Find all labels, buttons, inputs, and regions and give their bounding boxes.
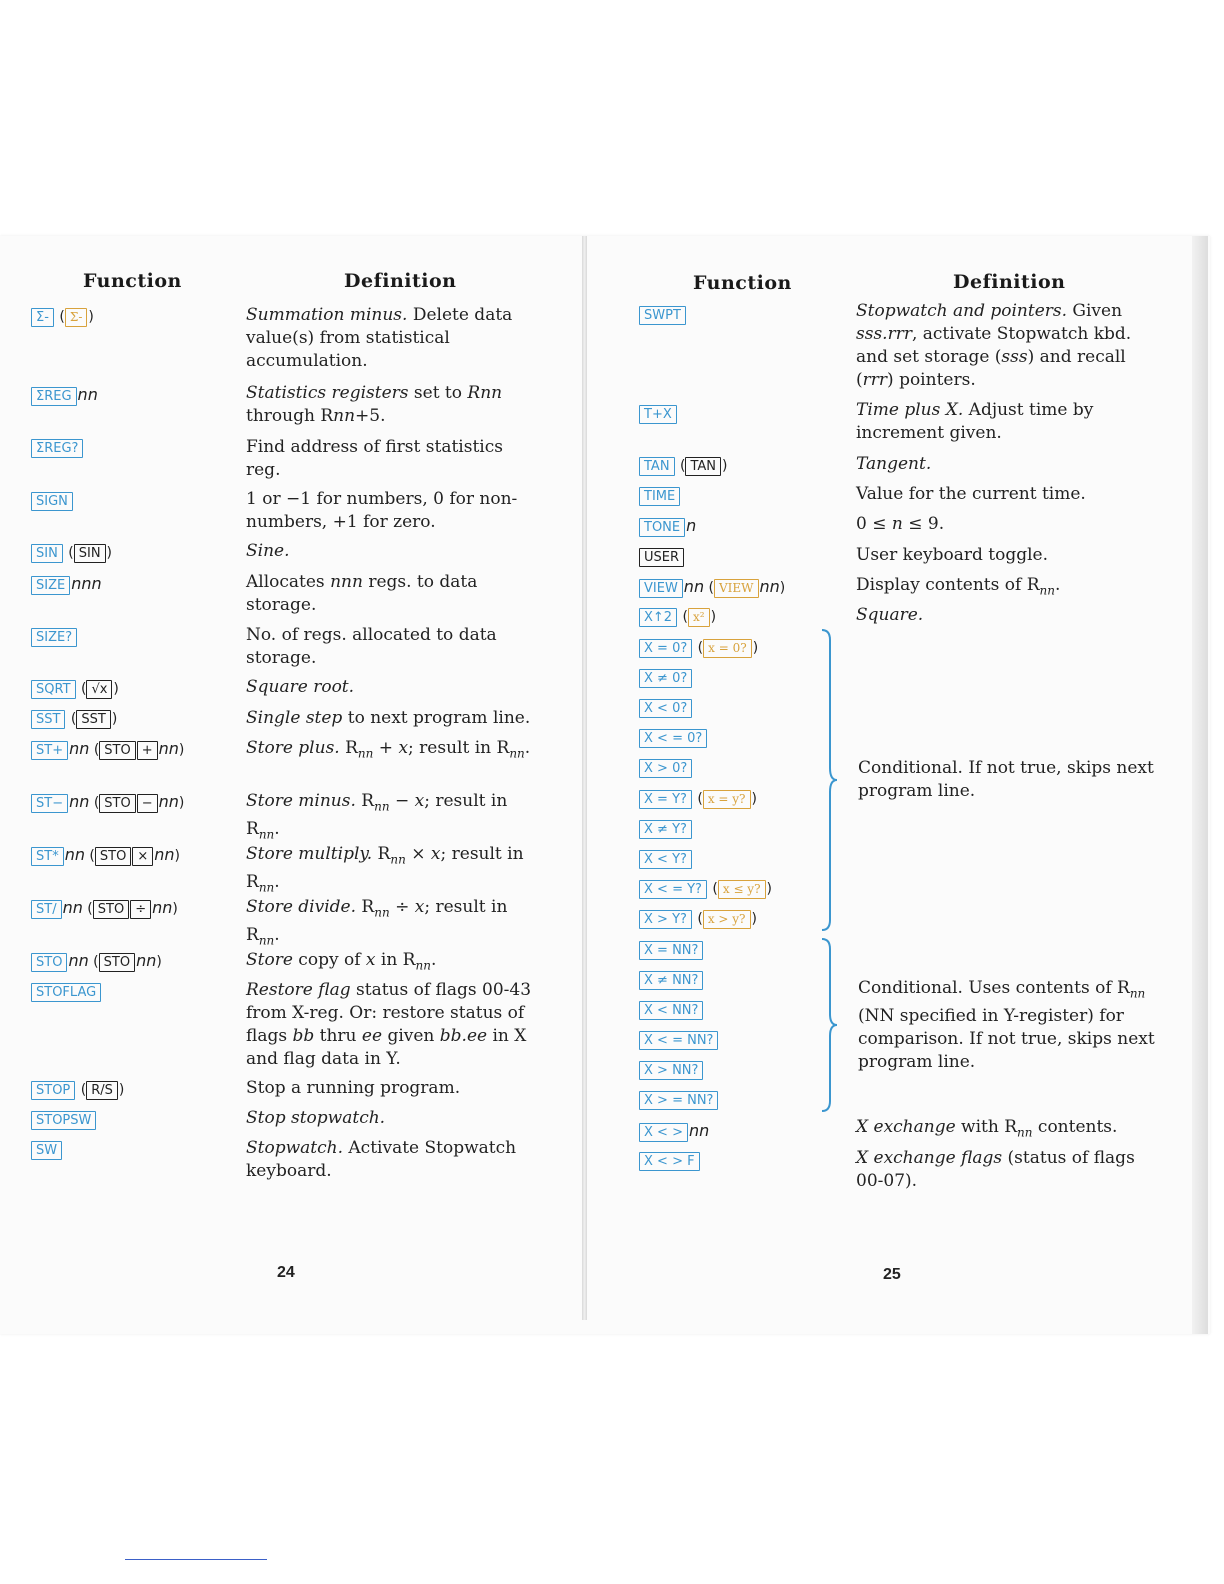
- function-entry: [639, 576, 785, 600]
- definition-part: .: [274, 819, 280, 840]
- definition-part: ; result in R: [408, 738, 510, 758]
- function-entry: [639, 304, 687, 328]
- keyboard-key: STO: [93, 900, 129, 919]
- keyboard-key: R/S: [86, 1081, 118, 1100]
- register-arg: nn: [688, 1121, 710, 1140]
- definition-part: X exchange: [856, 1117, 956, 1137]
- function-entry: [31, 678, 119, 702]
- keyboard-key: STO: [99, 953, 135, 972]
- paren-open: (: [84, 848, 95, 864]
- definition-text: [856, 1116, 1148, 1144]
- function-entry: [639, 969, 704, 993]
- keyboard-key: Σ-: [65, 308, 88, 327]
- definition-part: ×: [405, 844, 431, 864]
- definition-part: nn: [374, 905, 390, 920]
- definition-part: ; result in R: [246, 844, 524, 893]
- definition-part: −: [389, 791, 415, 811]
- paren-close: ): [156, 954, 162, 970]
- function-entry: [639, 697, 693, 721]
- function-key: ST+: [31, 741, 68, 760]
- page-number-right: 25: [883, 1266, 901, 1283]
- definition-part: Store divide.: [246, 897, 357, 917]
- function-key: X ≠ NN?: [639, 971, 703, 990]
- paren-open: (: [89, 742, 100, 758]
- definition-part: .: [524, 738, 531, 758]
- register-arg: nn: [158, 792, 179, 811]
- definition-part: contents.: [1032, 1117, 1118, 1137]
- definition-part: rrr: [862, 370, 888, 390]
- keyboard-key: STO: [95, 847, 131, 866]
- keyboard-key: SST: [76, 710, 110, 729]
- definition-part: Conditional. Uses contents of R: [858, 978, 1130, 998]
- paren-open: (: [692, 911, 703, 927]
- conditional-def-1: Conditional. If not true, skips next program line.: [858, 758, 1154, 801]
- definition-part: Stopwatch.: [246, 1138, 343, 1158]
- paren-close: ): [111, 711, 118, 727]
- paren-close: ): [710, 609, 717, 625]
- paren-close: ): [779, 580, 786, 596]
- function-entry: [639, 515, 696, 539]
- definition-text: [246, 843, 538, 900]
- left-header-definition: Definition: [344, 270, 457, 292]
- function-key: X > 0?: [639, 759, 692, 778]
- register-arg: nn: [759, 577, 780, 596]
- definition-part: Store: [246, 950, 293, 970]
- definition-part: given: [382, 1026, 440, 1046]
- definition-part: thru: [314, 1026, 362, 1046]
- paren-close: ): [751, 791, 757, 807]
- definition-part: Display contents of R: [856, 575, 1040, 595]
- function-entry: [31, 437, 84, 461]
- definition-text: [856, 544, 1148, 567]
- function-key: SWPT: [639, 306, 686, 325]
- definition-part: Stop stopwatch.: [246, 1108, 386, 1128]
- function-key: SQRT: [31, 680, 76, 699]
- definition-part: ) pointers.: [887, 370, 976, 390]
- paren-close: ): [752, 640, 759, 656]
- function-key: STOFLAG: [31, 983, 101, 1002]
- function-entry: [639, 1029, 719, 1053]
- keyboard-key: STO: [99, 741, 135, 760]
- function-entry: [31, 1139, 63, 1163]
- definition-part: ≤ 9.: [902, 514, 945, 534]
- keyboard-key: VIEW: [714, 579, 759, 598]
- paren-close: ): [88, 309, 94, 325]
- keyboard-key: TAN: [685, 457, 721, 476]
- definition-part: x: [398, 738, 409, 758]
- definition-part: Delete data value(s) from statistical accumulation.: [246, 305, 513, 371]
- function-key: SIGN: [31, 492, 73, 511]
- paren-close: ): [766, 881, 772, 897]
- keyboard-key: ÷: [130, 900, 151, 919]
- definition-part: Time plus X.: [856, 400, 964, 420]
- definition-part: R: [372, 844, 391, 864]
- keyboard-key: √x: [86, 680, 112, 699]
- function-entry: [31, 981, 102, 1005]
- function-key: X < = 0?: [639, 729, 707, 748]
- definition-part: copy of: [292, 950, 366, 970]
- function-entry: [639, 1120, 709, 1144]
- definition-part: nn: [509, 746, 525, 761]
- definition-part: with R: [955, 1117, 1018, 1137]
- page-fold: [582, 236, 587, 1320]
- register-arg: nn: [62, 898, 83, 917]
- keyboard-key: STO: [99, 794, 135, 813]
- definition-part: ÷: [389, 897, 415, 917]
- paren-open: (: [76, 1082, 87, 1098]
- paren-open: (: [675, 458, 686, 474]
- definition-part: sss: [1001, 347, 1028, 367]
- function-key: SW: [31, 1141, 62, 1160]
- bottom-rule: [125, 1559, 267, 1560]
- function-entry: [639, 908, 757, 932]
- definition-part: Summation minus.: [246, 305, 408, 325]
- definition-part: +: [373, 738, 399, 758]
- definition-part: .: [1054, 575, 1061, 595]
- definition-part: nn: [415, 958, 431, 973]
- function-entry: [639, 637, 758, 661]
- definition-part: nn: [390, 852, 406, 867]
- function-entry: [639, 403, 678, 427]
- brace-1: [820, 628, 840, 933]
- definition-part: .: [274, 872, 280, 893]
- definition-part: nn: [357, 746, 374, 761]
- function-entry: [639, 1059, 704, 1083]
- definition-part: status of flags 00-43 from X-reg. Or: restore status of flags: [246, 980, 532, 1046]
- function-entry: [31, 626, 78, 650]
- function-key: SIZE: [31, 576, 70, 595]
- function-key: SIN: [31, 544, 63, 563]
- function-key: SST: [31, 710, 65, 729]
- definition-part: nn: [258, 933, 275, 948]
- brace-2: [820, 937, 840, 1114]
- definition-part: Rnn: [467, 383, 503, 403]
- definition-part: Restore flag: [246, 980, 351, 1000]
- definition-text: [856, 574, 1148, 602]
- definition-part: x: [414, 897, 425, 917]
- definition-part: Single step: [246, 708, 343, 728]
- paren-close: ): [722, 458, 728, 474]
- function-key: X > NN?: [639, 1061, 703, 1080]
- function-entry: [639, 788, 757, 812]
- function-entry: [639, 546, 685, 570]
- function-key: TONE: [639, 518, 685, 537]
- paren-open: (: [692, 791, 703, 807]
- paren-close: ): [178, 795, 185, 811]
- function-key: ST*: [31, 847, 64, 866]
- definition-part: (status of flags 00-07).: [856, 1148, 1135, 1191]
- function-key: ΣREG: [31, 387, 77, 406]
- function-entry: [639, 455, 728, 479]
- definition-part: sss.rrr: [856, 324, 912, 344]
- definition-part: Adjust time by increment given.: [856, 400, 1094, 443]
- register-arg: nn: [152, 898, 173, 917]
- definition-part: in R: [375, 950, 416, 970]
- definition-text: [246, 1077, 538, 1100]
- register-arg: nn: [77, 385, 98, 404]
- definition-part: X exchange flags: [856, 1148, 1003, 1168]
- definition-part: nn: [258, 827, 275, 842]
- function-key: ST−: [31, 794, 68, 813]
- page-number-left: 24: [277, 1264, 295, 1281]
- keyboard-key: ×: [132, 847, 153, 866]
- function-entry: [31, 384, 98, 408]
- definition-part: bb: [292, 1026, 315, 1046]
- definition-part: nn: [374, 799, 390, 814]
- definition-text: [856, 300, 1148, 392]
- function-key: STO: [31, 953, 67, 972]
- function-entry: [639, 999, 704, 1023]
- definition-text: [246, 1137, 538, 1183]
- function-entry: [31, 738, 184, 762]
- definition-part: in X and flag data in Y.: [246, 1026, 527, 1069]
- definition-text: [246, 949, 538, 977]
- definition-text: [246, 737, 538, 765]
- register-arg: nn: [136, 951, 157, 970]
- paren-close: ): [172, 901, 178, 917]
- function-entry: [639, 818, 693, 842]
- function-key: X = 0?: [639, 639, 692, 658]
- keyboard-key: x = 0?: [703, 639, 752, 658]
- definition-part: (NN specified in Y-register) for comparison. If not true, skips next program line.: [858, 1006, 1155, 1073]
- function-key: X < 0?: [639, 699, 692, 718]
- definition-part: Allocates: [246, 572, 331, 592]
- definition-text: [246, 1107, 538, 1130]
- keyboard-key: +: [137, 741, 158, 760]
- function-key: Σ-: [31, 308, 54, 327]
- definition-part: No. of regs. allocated to data storage.: [246, 625, 497, 668]
- definition-text: [856, 399, 1148, 445]
- function-key: TAN: [639, 457, 675, 476]
- left-header-function: Function: [83, 270, 182, 292]
- definition-part: x: [365, 950, 376, 970]
- definition-part: nn: [1129, 986, 1146, 1001]
- right-header-function: Function: [693, 272, 792, 294]
- definition-text: [246, 790, 538, 847]
- paren-open: (: [63, 545, 74, 561]
- definition-text: [856, 604, 1148, 627]
- register-arg: nn: [683, 577, 705, 596]
- function-key: USER: [639, 548, 684, 567]
- definition-part: Store minus.: [246, 791, 356, 811]
- register-arg: nn: [154, 845, 175, 864]
- definition-text: [856, 453, 1148, 476]
- function-entry: [639, 606, 716, 630]
- function-entry: [639, 939, 704, 963]
- definition-part: Stop a running program.: [246, 1078, 461, 1098]
- definition-part: .: [274, 925, 280, 946]
- keyboard-key: x²: [688, 608, 710, 627]
- definition-part: nn: [1039, 583, 1055, 598]
- keyboard-key: x ≤ y?: [718, 880, 766, 899]
- definition-part: Value for the current time.: [856, 484, 1086, 504]
- definition-part: x: [430, 844, 441, 864]
- function-key: X = Y?: [639, 790, 692, 809]
- definition-part: , activate Stopwatch kbd. and set storage (: [856, 324, 1132, 367]
- function-entry: [639, 727, 708, 751]
- definition-part: regs. to data storage.: [246, 572, 478, 615]
- function-key: ST/: [31, 900, 62, 919]
- function-entry: [31, 573, 102, 597]
- paren-open: (: [707, 881, 718, 897]
- paren-open: (: [76, 681, 87, 697]
- definition-text: [246, 436, 538, 482]
- definition-text: [246, 979, 538, 1071]
- paren-close: ): [174, 848, 180, 864]
- function-key: X < = Y?: [639, 880, 707, 899]
- definition-text: [246, 707, 538, 730]
- register-arg: nn: [68, 951, 89, 970]
- definition-part: R: [355, 791, 375, 811]
- definition-text: [246, 304, 538, 373]
- paren-open: (: [88, 954, 99, 970]
- function-entry: [31, 1079, 124, 1103]
- function-entry: [639, 1089, 719, 1113]
- definition-text: [246, 488, 538, 534]
- definition-part: nn: [333, 406, 356, 426]
- definition-text: [246, 896, 538, 953]
- function-entry: [31, 708, 117, 732]
- function-key: X ≠ 0?: [639, 669, 692, 688]
- definition-part: ) and recall (: [856, 347, 1126, 390]
- function-entry: [639, 848, 693, 872]
- definition-part: .: [430, 950, 437, 970]
- conditional-def-2: [858, 977, 1158, 1074]
- definition-part: nn: [1017, 1125, 1033, 1140]
- definition-text: [856, 1147, 1148, 1193]
- definition-part: bb.ee: [439, 1026, 488, 1046]
- right-header-definition: Definition: [953, 271, 1066, 293]
- definition-text: [856, 483, 1148, 506]
- definition-part: Tangent.: [856, 454, 932, 474]
- function-entry: [31, 950, 162, 974]
- definition-part: nnn: [330, 572, 363, 592]
- keyboard-key: x = y?: [703, 790, 751, 809]
- definition-text: [246, 624, 538, 670]
- paren-open: (: [89, 795, 100, 811]
- function-key: TIME: [639, 487, 680, 506]
- paren-close: ): [113, 681, 119, 697]
- register-arg: nn: [158, 739, 179, 758]
- function-entry: [31, 490, 74, 514]
- definition-part: 0 ≤: [856, 514, 892, 534]
- definition-part: Square root.: [246, 677, 355, 697]
- paren-open: (: [54, 309, 65, 325]
- paren-open: (: [704, 580, 714, 596]
- register-arg: nnn: [71, 574, 102, 593]
- register-arg: nn: [69, 739, 90, 758]
- function-key: X < = NN?: [639, 1031, 718, 1050]
- function-key: VIEW: [639, 579, 683, 598]
- keyboard-key: −: [137, 794, 158, 813]
- function-entry: [31, 844, 180, 868]
- paren-close: ): [118, 1082, 125, 1098]
- register-arg: n: [686, 516, 697, 535]
- function-key: X ≠ Y?: [639, 820, 692, 839]
- definition-part: n: [891, 514, 903, 534]
- function-entry: [31, 897, 178, 921]
- paren-open: (: [693, 640, 704, 656]
- function-key: T+X: [639, 405, 677, 424]
- definition-part: Given: [1067, 301, 1123, 321]
- function-key: X = NN?: [639, 941, 703, 960]
- definition-part: Activate Stopwatch keyboard.: [246, 1138, 517, 1181]
- definition-part: R: [339, 738, 358, 758]
- keyboard-key: x > y?: [703, 910, 751, 929]
- definition-part: ee: [361, 1026, 383, 1046]
- function-entry: [31, 791, 184, 815]
- register-arg: nn: [69, 792, 90, 811]
- function-key: X > Y?: [639, 910, 692, 929]
- function-entry: [31, 542, 112, 566]
- definition-text: [246, 382, 538, 428]
- function-entry: [639, 485, 681, 509]
- function-key: ΣREG?: [31, 439, 83, 458]
- function-key: SIZE?: [31, 628, 77, 647]
- paren-open: (: [82, 901, 93, 917]
- definition-text: [246, 540, 538, 563]
- function-key: X < NN?: [639, 1001, 703, 1020]
- register-arg: nn: [64, 845, 85, 864]
- definition-part: ; result in R: [246, 791, 508, 840]
- function-entry: [31, 306, 94, 330]
- function-key: STOP: [31, 1081, 75, 1100]
- definition-part: x: [414, 791, 425, 811]
- page-edge: [1192, 236, 1208, 1334]
- definition-part: Sine.: [246, 541, 290, 561]
- function-key: X > = NN?: [639, 1091, 718, 1110]
- definition-part: to next program line.: [342, 708, 531, 728]
- definition-part: nn: [258, 880, 275, 895]
- definition-part: R: [356, 897, 375, 917]
- definition-part: 1 or −1 for numbers, 0 for non-numbers, +1 for zero.: [246, 489, 518, 532]
- definition-part: through R: [246, 406, 334, 426]
- definition-part: Store plus.: [246, 738, 340, 758]
- paren-close: ): [106, 545, 113, 561]
- definition-part: Find address of first statistics reg.: [246, 437, 503, 480]
- definition-text: [246, 571, 538, 617]
- function-key: X < > F: [639, 1152, 700, 1171]
- definition-part: set to: [408, 383, 468, 403]
- paren-open: (: [66, 711, 77, 727]
- definition-text: [856, 513, 1148, 536]
- definition-part: Statistics registers: [246, 383, 409, 403]
- definition-part: Square.: [856, 605, 924, 625]
- definition-part: User keyboard toggle.: [856, 545, 1049, 565]
- function-key: X < >: [639, 1123, 688, 1142]
- function-entry: [639, 757, 693, 781]
- function-key: X < Y?: [639, 850, 692, 869]
- function-key: X↑2: [639, 608, 677, 627]
- keyboard-key: SIN: [74, 544, 106, 563]
- function-entry: [639, 878, 772, 902]
- definition-part: +5.: [355, 406, 386, 426]
- paren-open: (: [678, 609, 688, 625]
- function-entry: [639, 1150, 701, 1174]
- function-entry: [639, 667, 693, 691]
- paren-close: ): [178, 742, 185, 758]
- function-key: STOPSW: [31, 1111, 96, 1130]
- definition-part: Stopwatch and pointers.: [856, 301, 1068, 321]
- definition-part: Store multiply.: [246, 844, 373, 864]
- definition-text: [246, 676, 538, 699]
- function-entry: [31, 1109, 97, 1133]
- definition-part: ; result in R: [246, 897, 508, 946]
- paren-close: ): [751, 911, 757, 927]
